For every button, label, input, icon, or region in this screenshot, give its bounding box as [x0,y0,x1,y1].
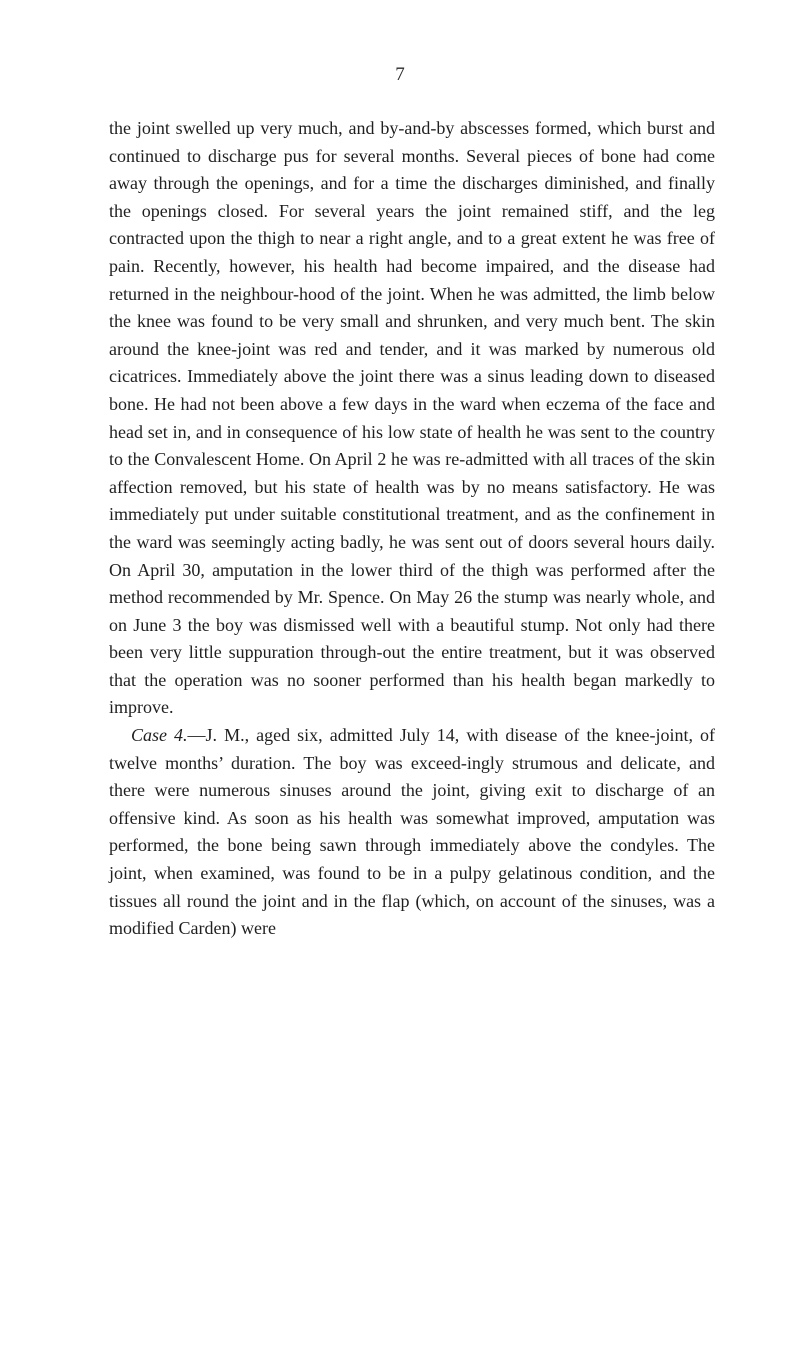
paragraph-text: —J. M., aged six, admitted July 14, with disease of the knee-joint, of twelve months’ duration. The boy was exceed-ingly strumous and delicate, and there were numerous sinuses around the joint, giving exit to discharge of an offensive kind. As soon as his health was somewhat improved, amputation was performed, the bone being sawn through immediately above the condyles. The joint, when examined, was found to be in a pulpy gelatinous condition, and the tissues all round the joint and in the flap (which, on account of the sinuses, was a modified Carden) were [109,725,715,939]
paragraph-case-4 [109,722,715,943]
body-text [109,115,715,943]
paragraph-case-3-continued [109,115,715,722]
case-label: Case 4. [131,725,188,746]
paragraph-text: the joint swelled up very much, and by-and-by abscesses formed, which burst and continued to discharge pus for several months. Several pieces of bone had come away through the openings, and for a time the discharges diminished, and finally the openings closed. For several years the joint remained stiff, and the leg contracted upon the thigh to near a right angle, and to a great extent he was free of pain. Recently, however, his health had become impaired, and the disease had returned in the neighbour-hood of the joint. When he was admitted, the limb below the knee was found to be very small and shrunken, and very much bent. The skin around the knee-joint was red and tender, and it was marked by numerous old cicatrices. Immediately above the joint there was a sinus leading down to diseased bone. He had not been above a few days in the ward when eczema of the face and head set in, and in consequence of his low state of health he was sent to the country to the Convalescent Home. On April 2 he was re-admitted with all traces of the skin affection removed, but his state of health was by no means satisfactory. He was immediately put under suitable constitutional treatment, and as the confinement in the ward was seemingly acting badly, he was sent out of doors several hours daily. On April 30, amputation in the lower third of the thigh was performed after the method recommended by Mr. Spence. On May 26 the stump was nearly whole, and on June 3 the boy was dismissed well with a beautiful stump. Not only had there been very little suppuration through-out the entire treatment, but it was observed that the operation was no sooner performed than his health began markedly to improve. [109,118,715,718]
page-number: 7 [395,64,405,85]
